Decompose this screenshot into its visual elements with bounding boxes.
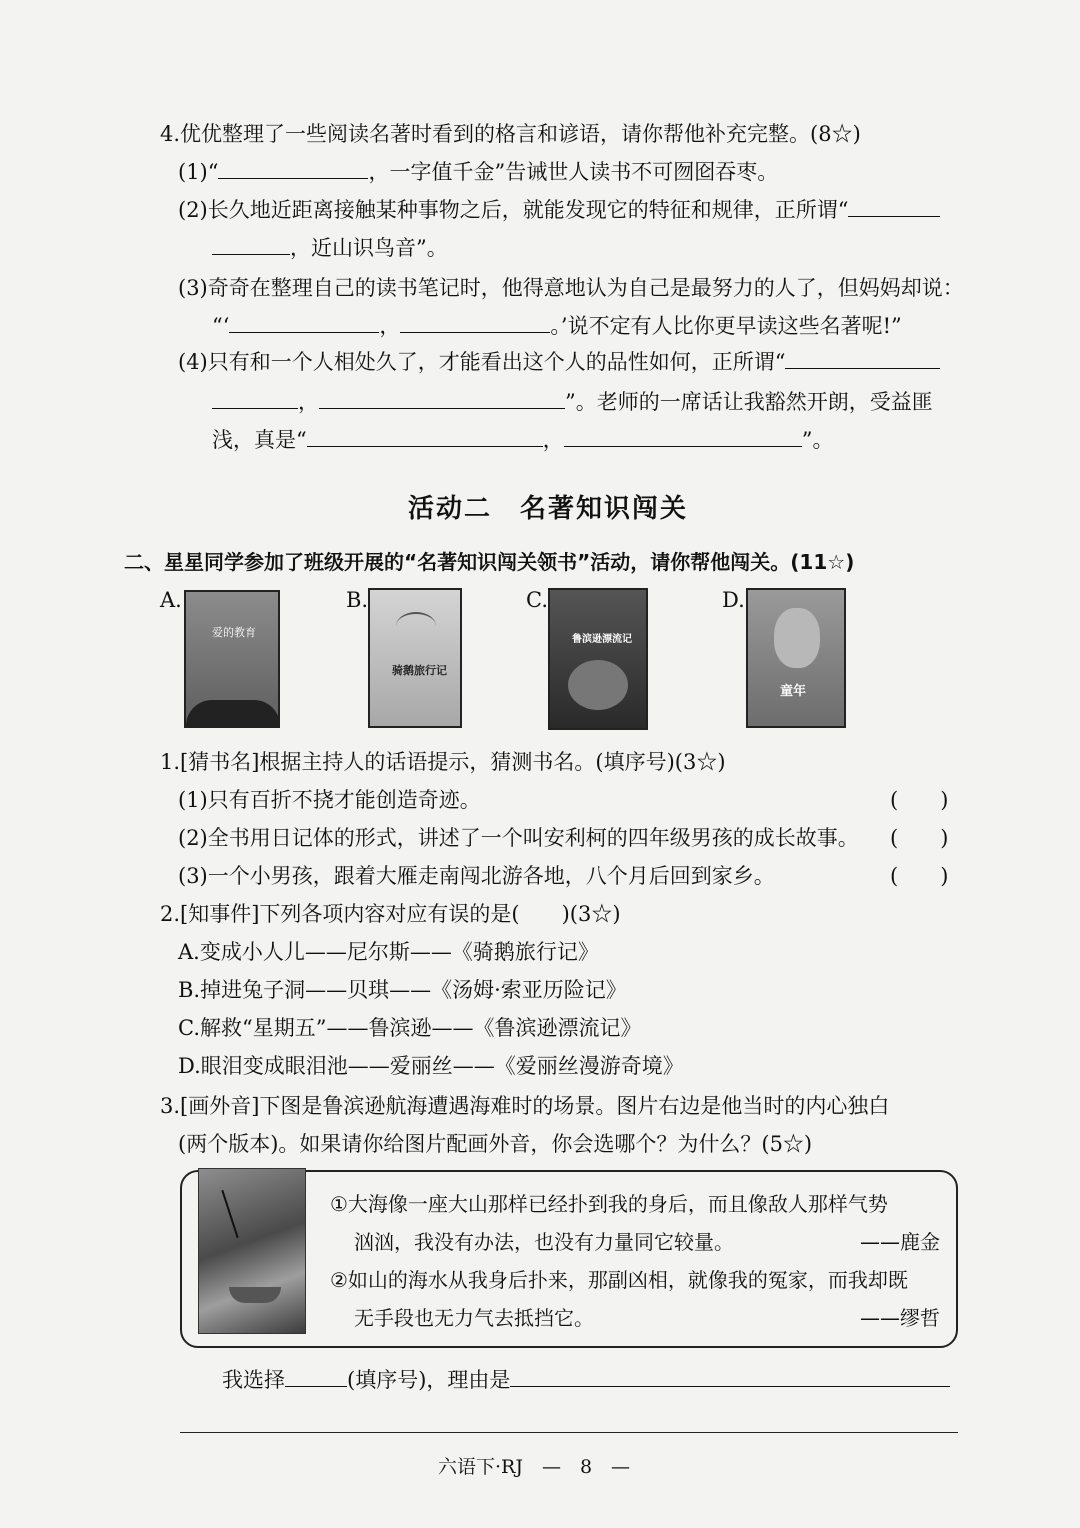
page-footer: 六语下·RJ — 8 —: [438, 1456, 631, 1478]
answer-blank[interactable]: [229, 311, 379, 333]
castaway-illustration-icon: [568, 660, 628, 710]
answer-blank[interactable]: [212, 387, 298, 409]
book-title: 童年: [780, 684, 807, 699]
book-title: 鲁滨逊漂流记: [572, 634, 632, 645]
q4-s4-text: (4)只有和一个人相处久了，才能看出这个人的品性如何，正所谓“: [178, 350, 786, 374]
version-2-line1: ②如山的海水从我身后扑来，那副凶相，就像我的冤家，而我却既: [330, 1268, 908, 1292]
q4-s4-line3: [212, 424, 834, 454]
answer-line: [222, 1364, 950, 1394]
activity-intro: 二、星星同学参加了班级开展的“名著知识闯关领书”活动，请你帮他闯关。(11☆): [124, 550, 855, 574]
q4-s2-line1: [178, 194, 940, 224]
activity-heading: 活动二 名著知识闯关: [408, 494, 689, 524]
version-1-line1: ①大海像一座大山那样已经扑到我的身后，而且像敌人那样气势: [330, 1192, 888, 1216]
q4-s4-mid2: ，: [542, 428, 564, 452]
book-cover-d: [746, 588, 846, 728]
q4-s4-line1: [178, 346, 940, 376]
q4-s3-suffix: 。’说不定有人比你更早读这些名著呢!”: [550, 314, 902, 338]
version-1-author: ——鹿金: [860, 1230, 940, 1254]
answer-prefix: 我选择: [222, 1368, 285, 1392]
q2-option-c[interactable]: C.解救“星期五”——鲁滨逊——《鲁滨逊漂流记》: [178, 1016, 642, 1040]
q4-s3-line2: [212, 310, 902, 340]
q4-s3-line1: (3)奇奇在整理自己的读书笔记时，他得意地认为自己是最努力的人了，但妈妈却说：: [178, 276, 964, 300]
version-2-line2: 无手段也无力气去抵挡它。: [354, 1306, 594, 1330]
q4-s4-line2: [212, 386, 933, 416]
shipwreck-illustration: [198, 1168, 306, 1334]
q4-s1-prefix: (1)“: [178, 160, 219, 184]
reason-line-2[interactable]: [180, 1432, 958, 1433]
q2-title: 2.[知事件]下列各项内容对应有误的是( )(3☆): [160, 902, 621, 926]
answer-blank[interactable]: [307, 425, 543, 447]
answer-blank[interactable]: [218, 157, 368, 179]
q4-s3-mid: ，: [379, 314, 401, 338]
q4-s4-prefix: 浅，真是“: [212, 428, 307, 452]
q2-option-d[interactable]: D.眼泪变成眼泪池——爱丽丝——《爱丽丝漫游奇境》: [178, 1054, 684, 1078]
reason-blank[interactable]: [510, 1365, 950, 1387]
answer-mid: (填序号)，理由是: [347, 1368, 511, 1392]
q4-s1-suffix: ，一字值千金”告诫世人读书不可囫囵吞枣。: [368, 160, 779, 184]
book-letter: A.: [160, 588, 182, 612]
version-1-line2: 汹汹，我没有办法，也没有力量同它较量。: [354, 1230, 734, 1254]
q4-s2-line2: [212, 232, 448, 262]
q3-title-line1: 3.[画外音]下图是鲁滨逊航海遭遇海难时的场景。图片右边是他当时的内心独白: [160, 1094, 890, 1118]
answer-paren[interactable]: ( ): [890, 864, 949, 888]
version-2-author: ——缪哲: [860, 1306, 940, 1330]
book-letter: B.: [346, 588, 369, 612]
q4-s4-mid: ，: [298, 390, 319, 414]
q1-item-3: (3)一个小男孩，跟着大雁走南闯北游各地，八个月后回到家乡。: [178, 864, 775, 888]
answer-blank[interactable]: [319, 387, 565, 409]
book-letter: C.: [526, 588, 548, 612]
book-cover-c: [548, 588, 648, 730]
book-letter: D.: [722, 588, 745, 612]
mast-icon: [221, 1190, 238, 1238]
q3-title-line2: (两个版本)。如果请你给图片配画外音，你会选哪个？为什么？(5☆): [178, 1132, 813, 1156]
book-cover-b: [368, 588, 462, 728]
goose-illustration-icon: [396, 612, 436, 640]
book-title: 爱的教育: [212, 626, 256, 639]
q4-s2-text: (2)长久地近距离接触某种事物之后，就能发现它的特征和规律，正所谓“: [178, 198, 849, 222]
q1-item-2: (2)全书用日记体的形式，讲述了一个叫安利柯的四年级男孩的成长故事。: [178, 826, 859, 850]
choice-blank[interactable]: [285, 1365, 347, 1387]
q4-title: 4.优优整理了一些阅读名著时看到的格言和谚语，请你帮他补充完整。(8☆): [160, 122, 861, 146]
q4-s4-suffix2: ”。: [801, 428, 834, 452]
answer-paren[interactable]: ( ): [890, 826, 949, 850]
q1-title: 1.[猜书名]根据主持人的话语提示，猜测书名。(填序号)(3☆): [160, 750, 726, 774]
answer-blank[interactable]: [400, 311, 550, 333]
q1-item-1: (1)只有百折不挠才能创造奇迹。: [178, 788, 481, 812]
answer-paren[interactable]: ( ): [890, 788, 949, 812]
book-title: 骑鹅旅行记: [392, 664, 447, 677]
answer-blank[interactable]: [848, 195, 940, 217]
book-art: [186, 700, 280, 726]
boat-icon: [229, 1287, 281, 1303]
q4-s1: [178, 156, 778, 186]
q2-option-b[interactable]: B.掉进兔子洞——贝琪——《汤姆·索亚历险记》: [178, 978, 627, 1002]
book-cover-a: [184, 590, 280, 728]
q4-s2-suffix: ，近山识鸟音”。: [290, 236, 448, 260]
child-portrait-icon: [774, 608, 820, 668]
answer-blank[interactable]: [785, 347, 940, 369]
q4-s3-prefix: “‘: [212, 314, 230, 338]
answer-blank[interactable]: [212, 233, 290, 255]
answer-blank[interactable]: [564, 425, 802, 447]
q4-s4-suffix: ”。老师的一席话让我豁然开朗，受益匪: [565, 390, 933, 414]
q2-option-a[interactable]: A.变成小人儿——尼尔斯——《骑鹅旅行记》: [178, 940, 599, 964]
